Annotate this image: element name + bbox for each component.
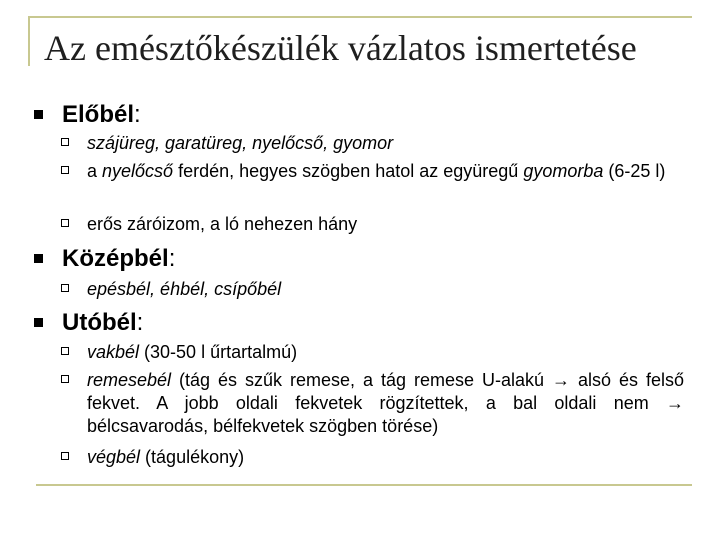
list-item	[60, 278, 684, 301]
item-text: erős záróizom, a ló nehezen hány	[87, 214, 358, 234]
list-item	[60, 341, 684, 364]
square-bullet-icon	[34, 110, 43, 119]
checkbox-bullet-icon	[60, 284, 69, 293]
section-utobel	[34, 309, 684, 337]
checkbox-bullet-icon	[60, 219, 69, 228]
item-italic: remesebél	[87, 370, 172, 390]
checkbox-bullet-icon	[60, 375, 69, 384]
list-item	[60, 369, 684, 438]
heading-suffix: :	[136, 309, 144, 336]
square-bullet-icon	[34, 254, 43, 263]
checkbox-bullet-icon	[60, 347, 69, 356]
section-heading: Középbél	[62, 245, 169, 272]
list-item	[60, 213, 684, 236]
item-text: (6-25 l)	[603, 161, 666, 181]
item-italic: nyelőcső	[102, 161, 174, 181]
heading-suffix: :	[168, 245, 176, 272]
heading-suffix: :	[134, 101, 141, 128]
section-kozepbel	[34, 245, 684, 273]
section-heading: Utóbél	[62, 309, 137, 336]
frame-top-rule	[28, 16, 692, 18]
square-bullet-icon	[34, 318, 43, 327]
section-heading: Előbél	[62, 101, 135, 128]
item-italic: gyomorba	[523, 161, 604, 181]
item-text: (tág és szűk remese, a tág remese U-alakú → alsó és felső fekvet. A jobb oldali fekvetek rögzítettek, a bal oldali nem → bélcsavarodás, bélfekvetek szögben törése)	[87, 370, 684, 436]
item-italic: szájüreg, garatüreg, nyelőcső, gyomor	[87, 133, 394, 153]
list-item	[60, 446, 684, 469]
list-item	[60, 132, 684, 155]
slide-title: Az emésztőkészülék vázlatos ismertetése	[44, 28, 637, 68]
item-text: ferdén, hegyes szögben hatol az együregű	[173, 161, 524, 181]
list-item	[60, 160, 684, 183]
checkbox-bullet-icon	[60, 166, 69, 175]
item-text: a	[87, 161, 103, 181]
item-text: (30-50 l űrtartalmú)	[139, 342, 298, 362]
item-italic: végbél	[87, 447, 141, 467]
checkbox-bullet-icon	[60, 452, 69, 461]
frame-left-rule	[28, 16, 30, 66]
checkbox-bullet-icon	[60, 138, 69, 147]
item-text: (tágulékony)	[140, 447, 245, 467]
frame-bottom-rule	[36, 484, 692, 486]
item-italic: epésbél, éhbél, csípőbél	[87, 279, 282, 299]
item-italic: vakbél	[87, 342, 140, 362]
section-elobel	[34, 101, 684, 129]
